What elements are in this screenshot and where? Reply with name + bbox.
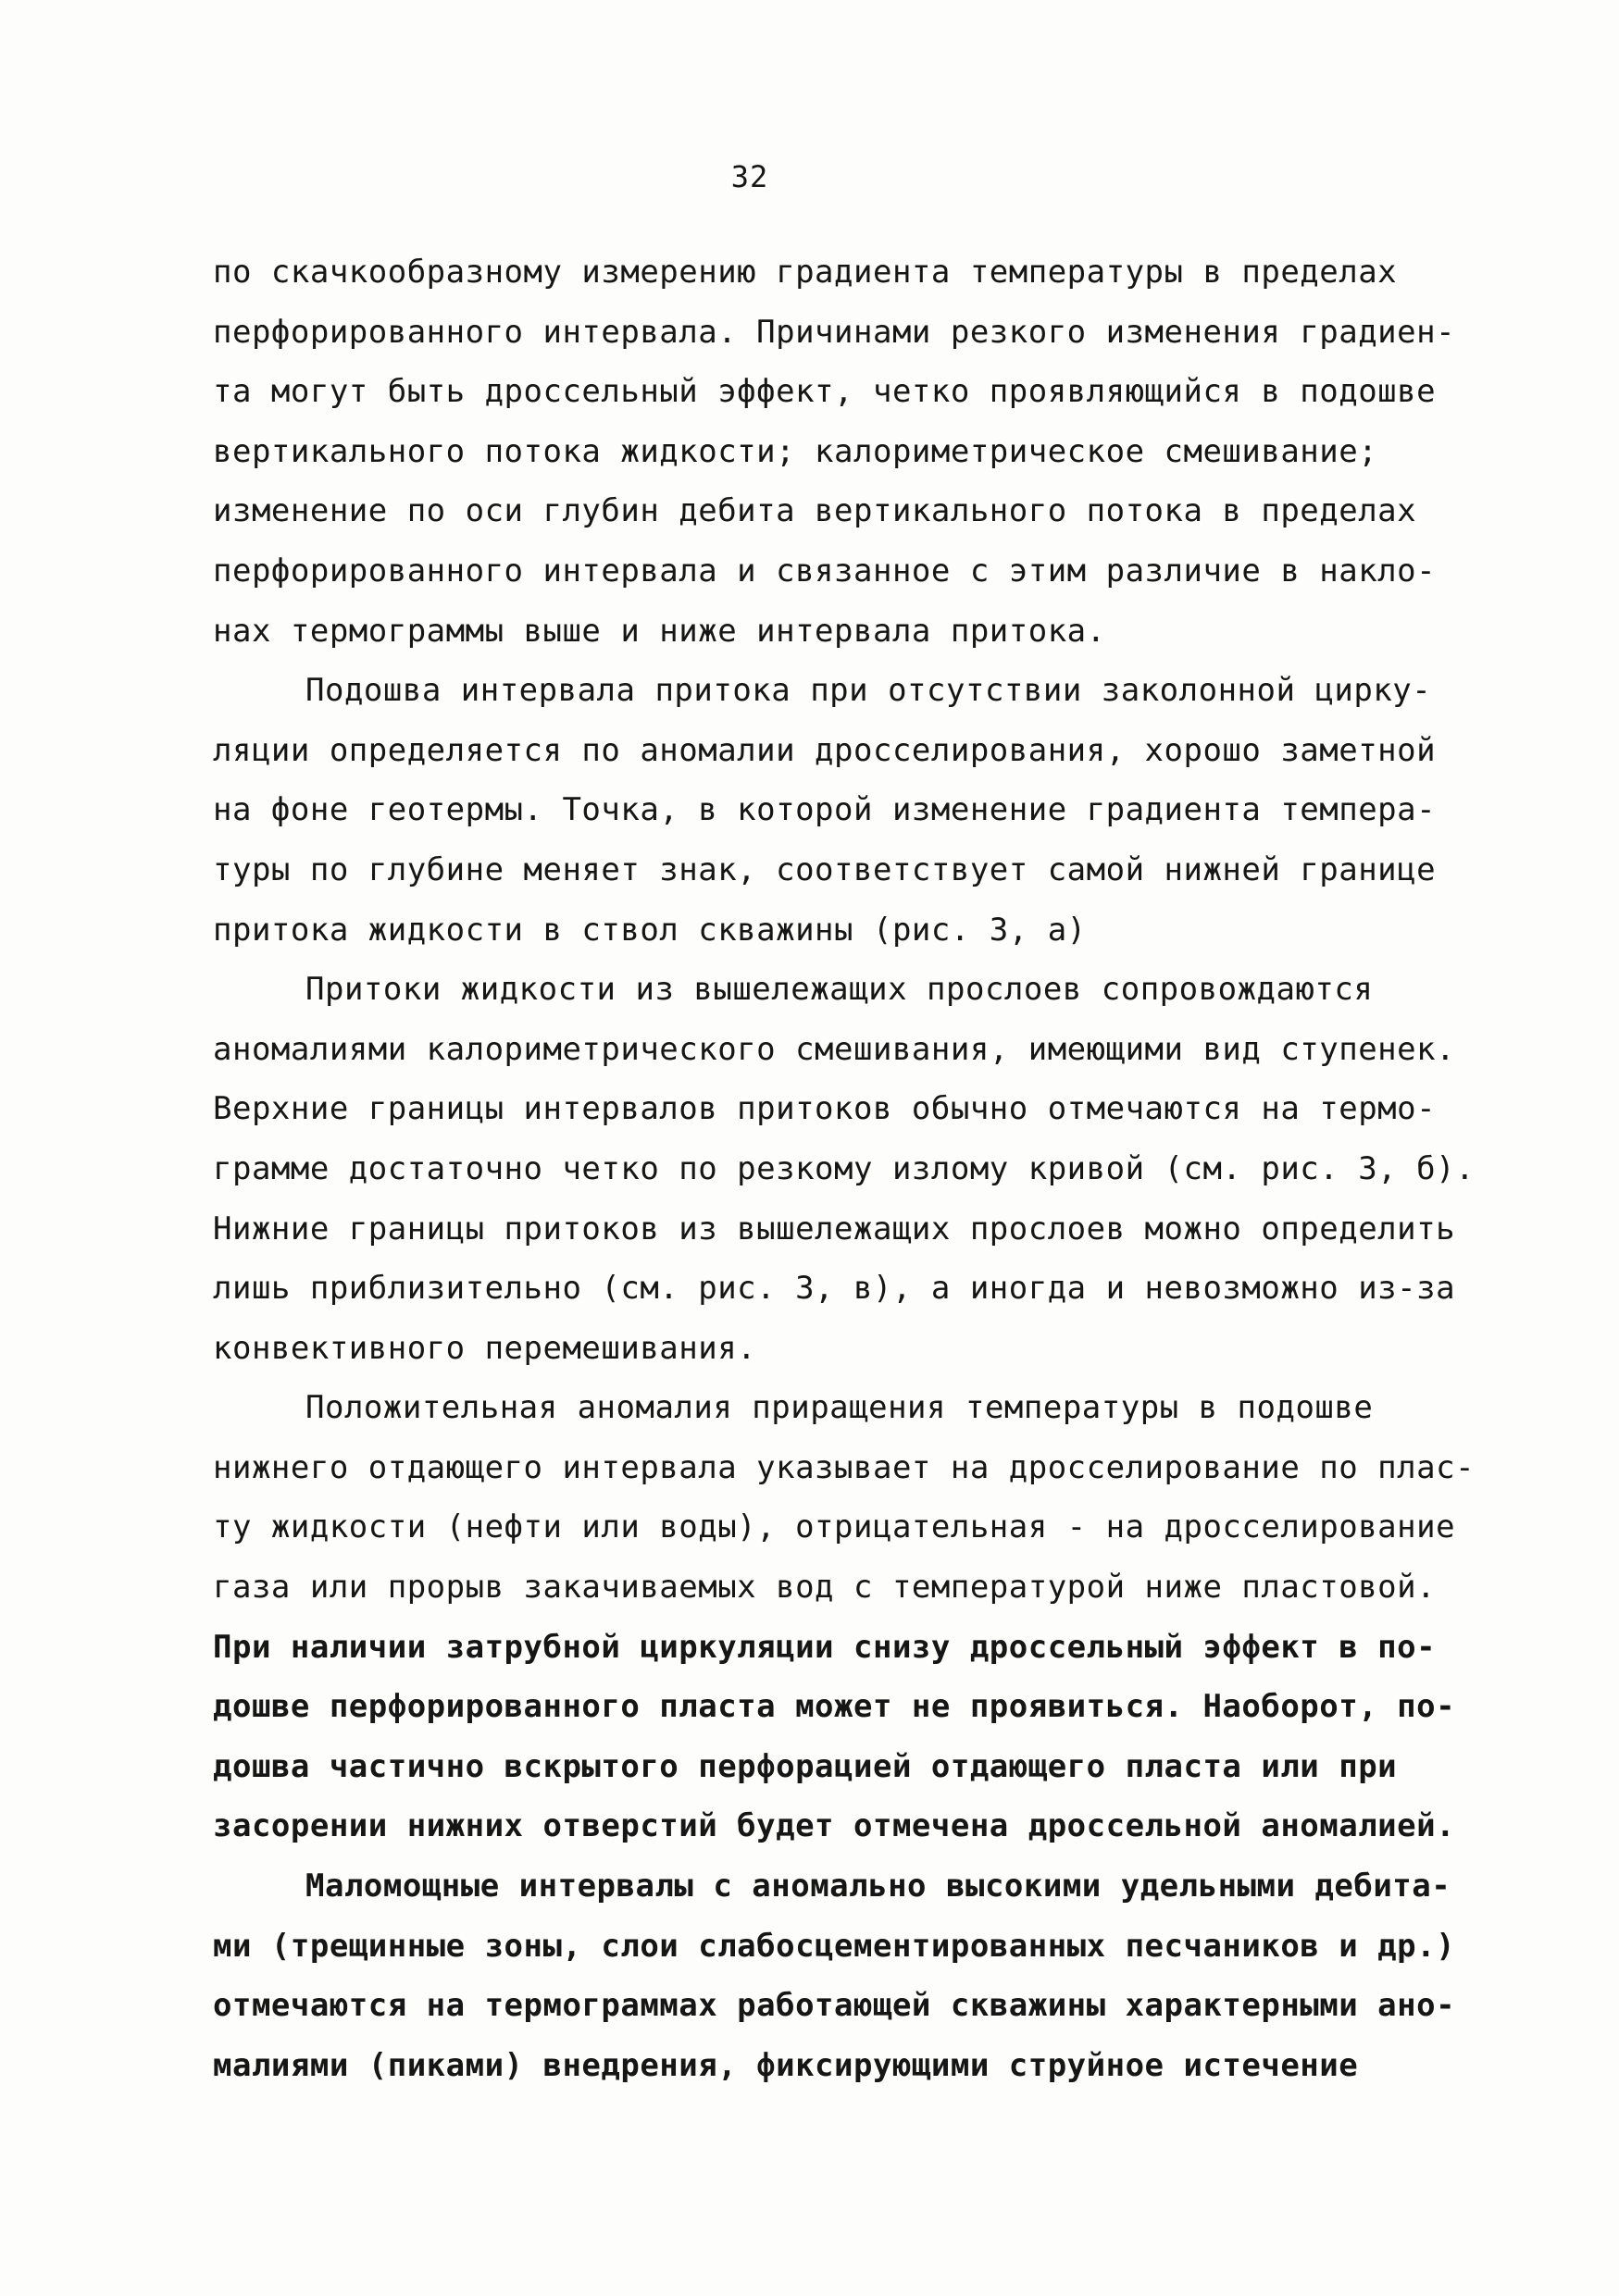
text-line: изменение по оси глубин дебита вертикального потока в пределах (213, 492, 1417, 530)
text-line: дошве перфорированного пласта может не проявиться. Наоборот, по- (213, 1688, 1456, 1726)
text-line: туры по глубине меняет знак, соответствует самой нижней границе (213, 850, 1437, 888)
text-line: та могут быть дроссельный эффект, четко проявляющийся в подошве (213, 373, 1437, 411)
paragraph-start-line: Маломощные интервалы с аномально высокими удельными дебита- (305, 1868, 1451, 1905)
text-line: нах термограммы выше и ниже интервала притока. (213, 612, 1106, 650)
text-line: нижнего отдающего интервала указывает на дросселирование по плас- (213, 1448, 1476, 1486)
text-line: конвективного перемешивания. (213, 1329, 757, 1367)
text-line: вертикального потока жидкости; калориметрическое смешивание; (213, 432, 1378, 470)
text-line: При наличии затрубной циркуляции снизу дроссельный эффект в по- (213, 1628, 1437, 1666)
text-line: грамме достаточно четко по резкому излому кривой (см. рис. 3, б). (213, 1149, 1476, 1187)
text-line: газа или прорыв закачиваемых вод с температурой ниже пластовой. (213, 1569, 1437, 1607)
paragraph-start-line: Положительная аномалия приращения температуры в подошве (305, 1389, 1374, 1427)
paragraph-start-line: Притоки жидкости из вышележащих прослоев сопровождаются (305, 971, 1374, 1009)
text-line: перфорированного интервала. Причинами резкого изменения градиен- (213, 313, 1456, 351)
text-line: отмечаются на термограммах работающей скважины характерными ано- (213, 1987, 1456, 2025)
text-line: ми (трещинные зоны, слои слабосцементированных песчаников и др.) (213, 1927, 1456, 1965)
text-line: Нижние границы притоков из вышележащих прослоев можно определить (213, 1210, 1456, 1247)
text-line: перфорированного интервала и связанное с этим различие в накло- (213, 552, 1437, 590)
text-line: по скачкообразному измерению градиента температуры в пределах (213, 254, 1398, 291)
text-line: аномалиями калориметрического смешивания, имеющими вид ступенек. (213, 1030, 1456, 1068)
page-number: 32 (730, 159, 769, 194)
text-line: ту жидкости (нефти или воды), отрицательная - на дросселирование (213, 1508, 1456, 1546)
text-line: ляции определяется по аномалии дросселирования, хорошо заметной (213, 731, 1437, 769)
text-line: на фоне геотермы. Точка, в которой изменение градиента темпера- (213, 791, 1437, 829)
text-line: засорении нижних отверстий будет отмечена дроссельной аномалией. (213, 1807, 1456, 1845)
body-text (213, 242, 1476, 2095)
text-line: дошва частично вскрытого перфорацией отдающего пласта или при (213, 1747, 1398, 1785)
text-line: лишь приблизительно (см. рис. 3, в), а иногда и невозможно из-за (213, 1270, 1456, 1308)
text-line: притока жидкости в ствол скважины (рис. 3, а) (213, 911, 1087, 949)
text-line: Верхние границы интервалов притоков обычно отмечаются на термо- (213, 1090, 1437, 1128)
text-line: малиями (пиками) внедрения, фиксирующими струйное истечение (213, 2046, 1359, 2084)
paragraph-start-line: Подошва интервала притока при отсутствии заколонной цирку- (305, 672, 1432, 710)
